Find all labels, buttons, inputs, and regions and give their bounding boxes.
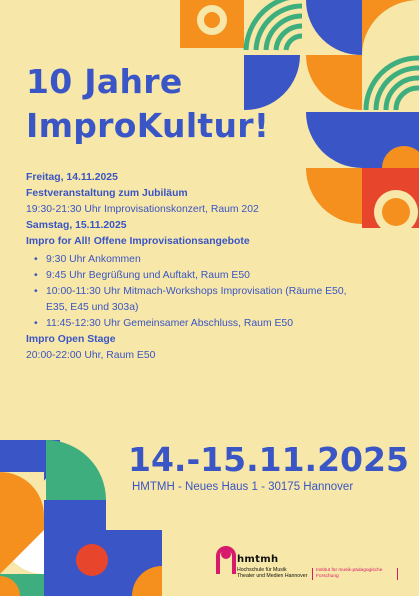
- institute-label: Institut für musik-pädagogische Forschung: [312, 568, 398, 580]
- hmtmh-logo-mark-icon: [216, 546, 236, 576]
- saturday-event-title: Impro for All! Offene Improvisationsangebote: [26, 236, 250, 247]
- event-dates: 14.-15.11.2025: [128, 440, 409, 479]
- program-section: [26, 170, 356, 364]
- friday-event-detail: 19:30-21:30 Uhr Improvisationskonzert, Raum 202: [26, 204, 259, 215]
- event-address: HMTMH - Neues Haus 1 - 30175 Hannover: [132, 481, 354, 493]
- schedule-item: • 10:00-11:30 Uhr Mitmach-Workshops Improvisation (Räume E50, E35, E45 und 303a): [46, 284, 356, 316]
- logo-subtitle: [237, 567, 307, 579]
- logo-subtitle-line-1: Hochschule für Musik: [237, 567, 287, 573]
- poster-title: [26, 60, 269, 148]
- hmtmh-logo: [216, 544, 412, 588]
- schedule-item: • 9:30 Uhr Ankommen: [46, 252, 356, 268]
- logo-subtitle-line-2: Theater und Medien Hannover: [237, 573, 308, 579]
- schedule-item: • 9:45 Uhr Begrüßung und Auftakt, Raum E50: [46, 268, 356, 284]
- friday-event-title: Festveranstaltung zum Jubiläum: [26, 188, 188, 199]
- open-stage-detail: 20:00-22:00 Uhr, Raum E50: [26, 350, 156, 361]
- friday-date: Freitag, 14.11.2025: [26, 172, 118, 183]
- saturday-schedule-list: [26, 252, 356, 332]
- title-line-2: ImproKultur!: [26, 106, 270, 145]
- title-line-1: 10 Jahre: [26, 62, 183, 101]
- saturday-date: Samstag, 15.11.2025: [26, 220, 127, 231]
- logo-name: hmtmh: [237, 554, 279, 565]
- schedule-item: • 11:45-12:30 Uhr Gemeinsamer Abschluss, Raum E50: [46, 316, 356, 332]
- open-stage-title: Impro Open Stage: [26, 334, 116, 345]
